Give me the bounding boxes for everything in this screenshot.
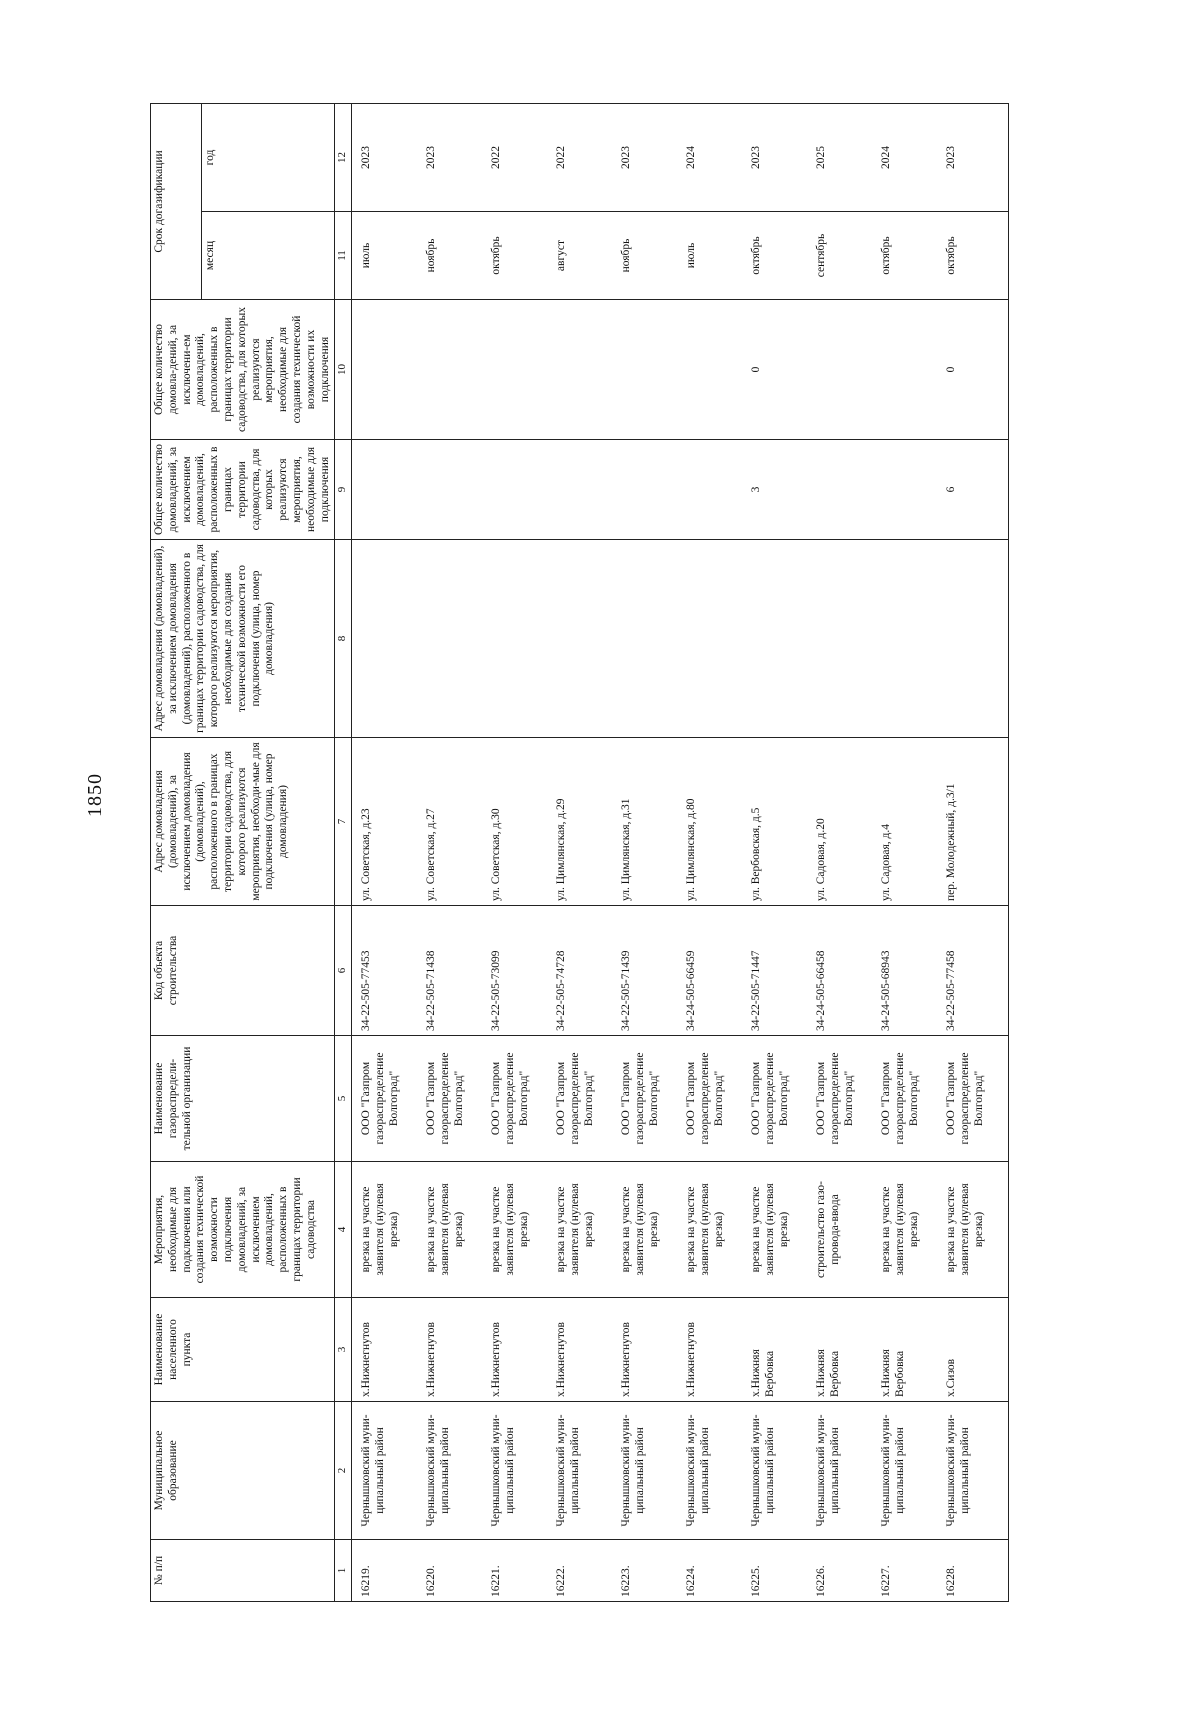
month-cell: сентябрь bbox=[813, 212, 878, 300]
year-cell: 2023 bbox=[423, 104, 488, 212]
address-connect-cell: ул. Советская, д.23 bbox=[352, 738, 424, 906]
address-tech-cell bbox=[553, 540, 618, 738]
count-connect-cell bbox=[683, 440, 748, 540]
object-code-cell: 34-22-505-77453 bbox=[352, 906, 424, 1036]
year-cell: 2023 bbox=[748, 104, 813, 212]
address-connect-cell: ул. Цимлянская, д.31 bbox=[618, 738, 683, 906]
settlement-cell: х.Нижнегнутов bbox=[488, 1298, 553, 1402]
work-type-cell: врезка на участке заявителя (нулевая врезка) bbox=[488, 1162, 553, 1298]
table-row bbox=[488, 104, 553, 1602]
count-tech-cell bbox=[553, 300, 618, 440]
header-year: год bbox=[202, 104, 335, 212]
column-number: 3 bbox=[335, 1298, 352, 1402]
row-number-cell: 16225. bbox=[748, 1540, 813, 1602]
count-connect-cell: 3 bbox=[748, 440, 813, 540]
header-object-code: Код объекта строительства bbox=[151, 906, 335, 1036]
header-row bbox=[151, 104, 202, 1602]
table-row bbox=[748, 104, 813, 1602]
month-cell: октябрь bbox=[488, 212, 553, 300]
month-cell: ноябрь bbox=[423, 212, 488, 300]
row-number-cell: 16228. bbox=[943, 1540, 1009, 1602]
table-row bbox=[618, 104, 683, 1602]
table-row bbox=[943, 104, 1009, 1602]
row-number-cell: 16227. bbox=[878, 1540, 943, 1602]
row-number-cell: 16224. bbox=[683, 1540, 748, 1602]
header-deadline: Срок догазификации bbox=[151, 104, 202, 300]
address-tech-cell bbox=[352, 540, 424, 738]
column-number: 2 bbox=[335, 1402, 352, 1540]
organization-cell: ООО "Газпром газораспределение Волгоград" bbox=[352, 1036, 424, 1162]
count-tech-cell bbox=[618, 300, 683, 440]
work-type-cell: врезка на участке заявителя (нулевая врезка) bbox=[553, 1162, 618, 1298]
count-tech-cell bbox=[878, 300, 943, 440]
column-number: 1 bbox=[335, 1540, 352, 1602]
table-row bbox=[683, 104, 748, 1602]
municipality-cell: Чернышковский муни-ципальный район bbox=[618, 1402, 683, 1540]
object-code-cell: 34-22-505-73099 bbox=[488, 906, 553, 1036]
settlement-cell: х.Нижнегнутов bbox=[553, 1298, 618, 1402]
count-tech-cell: 0 bbox=[943, 300, 1009, 440]
column-number: 7 bbox=[335, 738, 352, 906]
row-number-cell: 16221. bbox=[488, 1540, 553, 1602]
header-month: месяц bbox=[202, 212, 335, 300]
address-tech-cell bbox=[488, 540, 553, 738]
row-number-cell: 16226. bbox=[813, 1540, 878, 1602]
page-number: 1850 bbox=[84, 773, 106, 817]
object-code-cell: 34-24-505-66458 bbox=[813, 906, 878, 1036]
settlement-cell: х.Нижняя Вербовка bbox=[813, 1298, 878, 1402]
work-type-cell: врезка на участке заявителя (нулевая врезка) bbox=[878, 1162, 943, 1298]
gasification-table bbox=[150, 103, 1009, 1602]
count-tech-cell: 0 bbox=[748, 300, 813, 440]
address-tech-cell bbox=[813, 540, 878, 738]
address-tech-cell bbox=[423, 540, 488, 738]
column-number: 11 bbox=[335, 212, 352, 300]
work-type-cell: врезка на участке заявителя (нулевая врезка) bbox=[352, 1162, 424, 1298]
work-type-cell: врезка на участке заявителя (нулевая врезка) bbox=[748, 1162, 813, 1298]
count-tech-cell bbox=[683, 300, 748, 440]
object-code-cell: 34-22-505-71447 bbox=[748, 906, 813, 1036]
row-number-cell: 16222. bbox=[553, 1540, 618, 1602]
count-connect-cell bbox=[813, 440, 878, 540]
address-connect-cell: ул. Цимлянская, д.80 bbox=[683, 738, 748, 906]
municipality-cell: Чернышковский муни-ципальный район bbox=[553, 1402, 618, 1540]
settlement-cell: х.Нижняя Вербовка bbox=[748, 1298, 813, 1402]
municipality-cell: Чернышковский муни-ципальный район bbox=[813, 1402, 878, 1540]
settlement-cell: х.Нижнегнутов bbox=[683, 1298, 748, 1402]
object-code-cell: 34-24-505-68943 bbox=[878, 906, 943, 1036]
count-tech-cell bbox=[488, 300, 553, 440]
count-connect-cell bbox=[618, 440, 683, 540]
header-organization: Наименование газораспредели-тельной организации bbox=[151, 1036, 335, 1162]
organization-cell: ООО "Газпром газораспределение Волгоград" bbox=[553, 1036, 618, 1162]
object-code-cell: 34-22-505-74728 bbox=[553, 906, 618, 1036]
work-type-cell: врезка на участке заявителя (нулевая врезка) bbox=[943, 1162, 1009, 1298]
month-cell: август bbox=[553, 212, 618, 300]
table-row bbox=[423, 104, 488, 1602]
year-cell: 2023 bbox=[943, 104, 1009, 212]
month-cell: ноябрь bbox=[618, 212, 683, 300]
count-connect-cell bbox=[352, 440, 424, 540]
month-cell: октябрь bbox=[943, 212, 1009, 300]
year-cell: 2024 bbox=[683, 104, 748, 212]
month-cell: июль bbox=[683, 212, 748, 300]
organization-cell: ООО "Газпром газораспределение Волгоград" bbox=[748, 1036, 813, 1162]
count-connect-cell bbox=[553, 440, 618, 540]
table-row bbox=[813, 104, 878, 1602]
count-tech-cell bbox=[813, 300, 878, 440]
municipality-cell: Чернышковский муни-ципальный район bbox=[683, 1402, 748, 1540]
column-number: 8 bbox=[335, 540, 352, 738]
address-connect-cell: ул. Садовая, д.20 bbox=[813, 738, 878, 906]
municipality-cell: Чернышковский муни-ципальный район bbox=[748, 1402, 813, 1540]
header-num: № п/п bbox=[151, 1540, 335, 1602]
rotated-page-content bbox=[150, 104, 1100, 1602]
municipality-cell: Чернышковский муни-ципальный район bbox=[352, 1402, 424, 1540]
table-row bbox=[878, 104, 943, 1602]
work-type-cell: врезка на участке заявителя (нулевая врезка) bbox=[423, 1162, 488, 1298]
month-cell: июль bbox=[352, 212, 424, 300]
organization-cell: ООО "Газпром газораспределение Волгоград" bbox=[878, 1036, 943, 1162]
table-row bbox=[352, 104, 424, 1602]
settlement-cell: х.Нижнегнутов bbox=[352, 1298, 424, 1402]
municipality-cell: Чернышковский муни-ципальный район bbox=[878, 1402, 943, 1540]
settlement-cell: х.Сизов bbox=[943, 1298, 1009, 1402]
address-tech-cell bbox=[748, 540, 813, 738]
work-type-cell: врезка на участке заявителя (нулевая врезка) bbox=[618, 1162, 683, 1298]
header-count-tech: Общее количество домовла-дений, за исключени-ем домовладений, расположенных в границах территории садоводства, для которых реализуются мероприятия, необходимые для создания технической возможности их подключения bbox=[151, 300, 335, 440]
table-row bbox=[553, 104, 618, 1602]
row-number-cell: 16220. bbox=[423, 1540, 488, 1602]
column-number: 5 bbox=[335, 1036, 352, 1162]
header-works: Мероприятия, необходимые для подключения или создания технической возможности подключения домовладений, за исключением домовладений, расположенных в границах территории садоводства bbox=[151, 1162, 335, 1298]
address-connect-cell: ул. Советская, д.27 bbox=[423, 738, 488, 906]
month-cell: октябрь bbox=[748, 212, 813, 300]
address-tech-cell bbox=[683, 540, 748, 738]
row-number-cell: 16223. bbox=[618, 1540, 683, 1602]
header-count-connect: Общее количество домовладений, за исключением домовладений, расположенных в границах территории садоводства, для которых реализуются мероприятия, необходимые для подключения bbox=[151, 440, 335, 540]
address-connect-cell: ул. Вербовская, д.5 bbox=[748, 738, 813, 906]
count-tech-cell bbox=[423, 300, 488, 440]
count-tech-cell bbox=[352, 300, 424, 440]
municipality-cell: Чернышковский муни-ципальный район bbox=[488, 1402, 553, 1540]
year-cell: 2022 bbox=[553, 104, 618, 212]
municipality-cell: Чернышковский муни-ципальный район bbox=[423, 1402, 488, 1540]
organization-cell: ООО "Газпром газораспределение Волгоград" bbox=[618, 1036, 683, 1162]
object-code-cell: 34-22-505-71439 bbox=[618, 906, 683, 1036]
object-code-cell: 34-24-505-66459 bbox=[683, 906, 748, 1036]
month-cell: октябрь bbox=[878, 212, 943, 300]
address-connect-cell: ул. Садовая, д.4 bbox=[878, 738, 943, 906]
column-number: 9 bbox=[335, 440, 352, 540]
address-tech-cell bbox=[943, 540, 1009, 738]
address-connect-cell: ул. Цимлянская, д.29 bbox=[553, 738, 618, 906]
column-number: 10 bbox=[335, 300, 352, 440]
organization-cell: ООО "Газпром газораспределение Волгоград" bbox=[488, 1036, 553, 1162]
count-connect-cell bbox=[423, 440, 488, 540]
municipality-cell: Чернышковский муни-ципальный район bbox=[943, 1402, 1009, 1540]
address-tech-cell bbox=[878, 540, 943, 738]
address-connect-cell: ул. Советская, д.30 bbox=[488, 738, 553, 906]
settlement-cell: х.Нижнегнутов bbox=[618, 1298, 683, 1402]
table-body bbox=[352, 104, 1009, 1602]
address-tech-cell bbox=[618, 540, 683, 738]
address-connect-cell: пер. Молодежный, д.3/1 bbox=[943, 738, 1009, 906]
object-code-cell: 34-22-505-71438 bbox=[423, 906, 488, 1036]
year-cell: 2023 bbox=[352, 104, 424, 212]
organization-cell: ООО "Газпром газораспределение Волгоград" bbox=[943, 1036, 1009, 1162]
work-type-cell: строительство газо-провода-ввода bbox=[813, 1162, 878, 1298]
organization-cell: ООО "Газпром газораспределение Волгоград" bbox=[683, 1036, 748, 1162]
header-address-tech: Адрес домовладения (домовладений), за исключением домовладения (домовладений), расположенного в границах территории садоводства, для которого реализуются мероприятия, необходимые для создания технической возможности его подключения (улица, номер домовладения) bbox=[151, 540, 335, 738]
count-connect-cell bbox=[488, 440, 553, 540]
organization-cell: ООО "Газпром газораспределение Волгоград" bbox=[813, 1036, 878, 1162]
header-address-connect: Адрес домовладения (домовладений), за исключением домовладения (домовладений), расположенного в границах территории садоводства, для которого реализуются мероприятия, необходи-мые для подключения (улица, номер домовладения) bbox=[151, 738, 335, 906]
count-connect-cell: 6 bbox=[943, 440, 1009, 540]
settlement-cell: х.Нижнегнутов bbox=[423, 1298, 488, 1402]
object-code-cell: 34-22-505-77458 bbox=[943, 906, 1009, 1036]
column-number-row bbox=[335, 104, 352, 1602]
year-cell: 2024 bbox=[878, 104, 943, 212]
row-number-cell: 16219. bbox=[352, 1540, 424, 1602]
organization-cell: ООО "Газпром газораспределение Волгоград" bbox=[423, 1036, 488, 1162]
column-number: 12 bbox=[335, 104, 352, 212]
year-cell: 2025 bbox=[813, 104, 878, 212]
header-municipality: Муниципальное образование bbox=[151, 1402, 335, 1540]
year-cell: 2022 bbox=[488, 104, 553, 212]
header-settlement: Наименование населенного пункта bbox=[151, 1298, 335, 1402]
column-number: 6 bbox=[335, 906, 352, 1036]
column-number: 4 bbox=[335, 1162, 352, 1298]
year-cell: 2023 bbox=[618, 104, 683, 212]
work-type-cell: врезка на участке заявителя (нулевая врезка) bbox=[683, 1162, 748, 1298]
count-connect-cell bbox=[878, 440, 943, 540]
settlement-cell: х.Нижняя Вербовка bbox=[878, 1298, 943, 1402]
